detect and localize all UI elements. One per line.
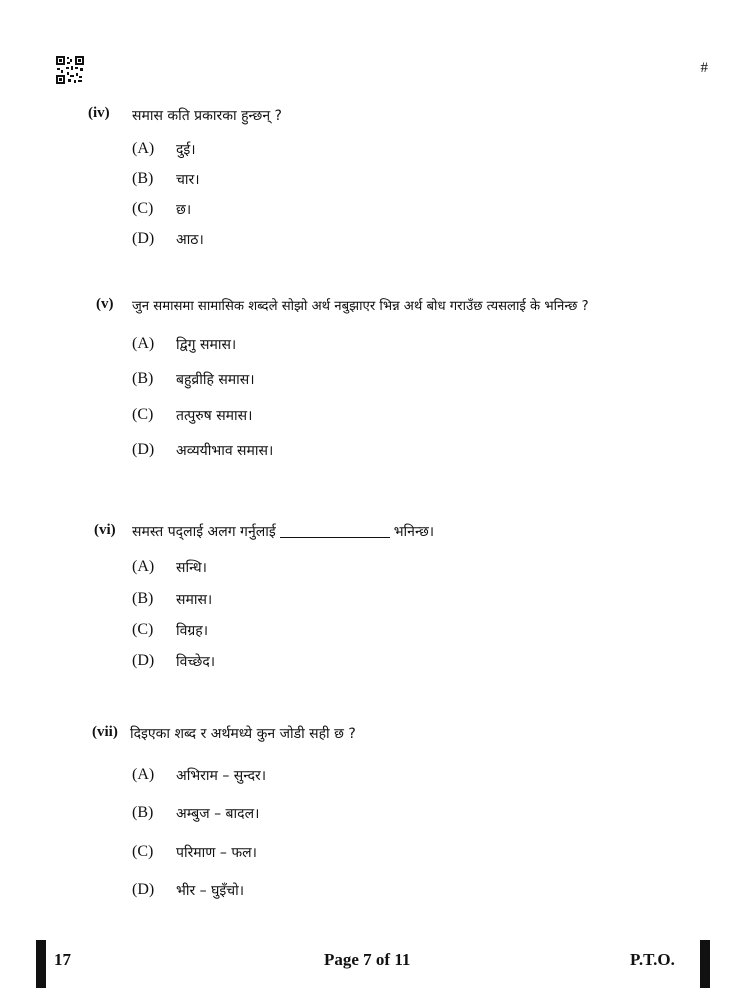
- question-number: (v): [96, 296, 114, 312]
- option-text: परिमाण – फल।: [176, 845, 257, 861]
- option-letter: (B): [132, 370, 154, 387]
- option-letter: (A): [132, 766, 155, 783]
- option-text: दुई।: [176, 142, 196, 158]
- option-letter: (A): [132, 558, 155, 575]
- option-text: द्विगु समास।: [176, 337, 237, 353]
- option-text: अव्ययीभाव समास।: [176, 443, 274, 459]
- page-marker: #: [700, 60, 708, 76]
- question-text: समास कति प्रकारका हुन्छन् ?: [132, 108, 282, 124]
- fill-in-blank: [280, 537, 390, 538]
- question-number: (vii): [92, 724, 118, 740]
- option-text: अभिराम – सुन्दर।: [176, 768, 267, 784]
- option-letter: (D): [132, 652, 155, 669]
- question-text: जुन समासमा सामासिक शब्दले सोझो अर्थ नबुझाएर भिन्न अर्थ बोध गराउँछ त्यसलाई के भनिन्छ ?: [132, 299, 589, 314]
- page-number: Page 7 of 11: [324, 950, 411, 969]
- question-number: (iv): [88, 105, 110, 121]
- option-letter: (B): [132, 804, 154, 821]
- question-text-before: समस्त पद्लाई अलग गर्नुलाई: [132, 524, 276, 540]
- option-letter: (C): [132, 843, 154, 860]
- footer-bar-right: [700, 940, 710, 988]
- question-text-after: भनिन्छ।: [393, 524, 435, 540]
- option-text: छ।: [176, 202, 192, 218]
- option-letter: (D): [132, 881, 155, 898]
- option-letter: (B): [132, 590, 154, 607]
- question-number: (vi): [94, 522, 116, 538]
- option-text: भीर – घुइँचो।: [176, 883, 245, 899]
- option-text: विच्छेद।: [176, 654, 216, 670]
- option-text: विग्रह।: [176, 623, 209, 639]
- option-letter: (C): [132, 621, 154, 638]
- option-letter: (A): [132, 335, 155, 352]
- option-text: तत्पुरुष समास।: [176, 408, 253, 424]
- option-text: अम्बुज – बादल।: [176, 806, 260, 822]
- footer-code: 17: [54, 950, 71, 969]
- question-text: [132, 522, 434, 541]
- option-text: समास।: [176, 592, 213, 608]
- option-letter: (A): [132, 140, 155, 157]
- option-letter: (D): [132, 441, 155, 458]
- qr-code-icon: [56, 56, 84, 84]
- option-letter: (B): [132, 170, 154, 187]
- question-text: दिइएका शब्द र अर्थमध्ये कुन जोडी सही छ ?: [130, 726, 356, 742]
- option-text: आठ।: [176, 232, 204, 248]
- pto-label: P.T.O.: [630, 950, 675, 969]
- option-letter: (C): [132, 406, 154, 423]
- option-letter: (C): [132, 200, 154, 217]
- footer-bar-left: [36, 940, 46, 988]
- option-text: चार।: [176, 172, 200, 188]
- option-letter: (D): [132, 230, 155, 247]
- option-text: बहुव्रीहि समास।: [176, 372, 255, 388]
- option-text: सन्धि।: [176, 560, 207, 576]
